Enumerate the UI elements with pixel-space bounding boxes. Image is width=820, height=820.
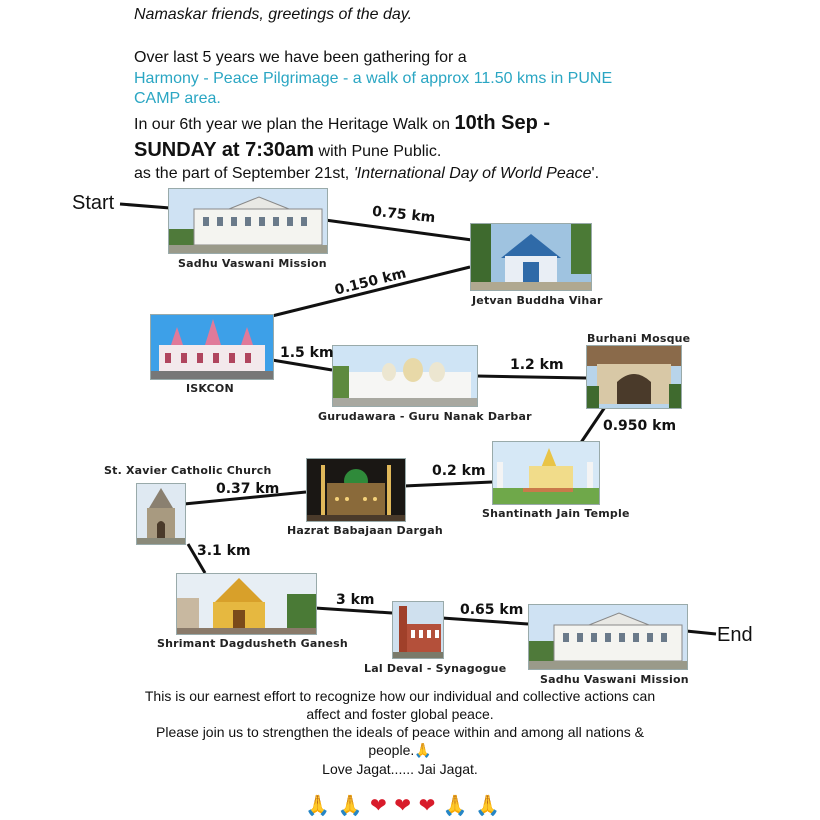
stop-photo-iskcon <box>150 314 274 380</box>
footer-line-3: Please join us to strengthen the ideals of peace within and among all nations & <box>156 724 644 740</box>
route-segment-5 <box>580 407 605 444</box>
stop-name: ISKCON <box>186 382 234 395</box>
intro-line-4-text: with Pune Public. <box>314 143 442 160</box>
distance-label: 3.1 km <box>197 543 251 559</box>
start-label: Start <box>72 192 115 214</box>
distance-label: 0.2 km <box>432 463 486 479</box>
intro-teal-line-1: Harmony - Peace Pilgrimage - a walk of approx 11.50 kms in PUNE <box>134 70 613 87</box>
stop-name: Shantinath Jain Temple <box>482 507 630 520</box>
stop-name: Sadhu Vaswani Mission <box>178 257 327 270</box>
folded-hands-icon: 🙏 <box>305 795 331 817</box>
stop-name: Lal Deval - Synagogue <box>364 662 507 675</box>
distance-label: 0.75 km <box>371 203 436 227</box>
route-segment-4 <box>476 376 586 378</box>
intro-line-1: Over last 5 years we have been gathering for a <box>134 49 467 66</box>
footer-line-5: Love Jagat...... Jai Jagat. <box>322 761 478 777</box>
footer-line-1: This is our earnest effort to recognize how our individual and collective actions can <box>144 688 656 704</box>
end-connector <box>686 631 716 634</box>
walk-date: 10th Sep - <box>454 112 551 134</box>
footer-line-4: people.🙏 <box>368 742 432 758</box>
stop-name: Gurudawara - Guru Nanak Darbar <box>318 410 532 423</box>
peace-day-name: 'International Day of World Peace <box>353 165 592 182</box>
route-segment-6 <box>404 482 492 486</box>
stop-name: Shrimant Dagdusheth Ganesh <box>157 637 348 650</box>
heart-icon: ❤ <box>369 795 388 817</box>
intro-line-5-end: '. <box>591 165 600 182</box>
route-segment-3 <box>272 360 332 370</box>
folded-hands-icon: 🙏 <box>475 795 502 817</box>
stop-photo-sadhu-vaswani-mission-end <box>528 604 688 670</box>
intro-line-3-text: In our 6th year we plan the Heritage Walk on <box>134 116 455 133</box>
heart-icon: ❤ <box>394 795 413 817</box>
footer-line-2: affect and foster global peace. <box>306 706 494 722</box>
emoji-row <box>305 793 501 818</box>
distance-label: 0.950 km <box>603 418 677 434</box>
end-label: End <box>717 624 753 646</box>
distance-label: 1.2 km <box>510 357 564 373</box>
stop-photo-jetvan-buddha-vihar <box>470 223 592 291</box>
greeting-text: Namaskar friends, greetings of the day. <box>134 6 413 23</box>
stop-name: Hazrat Babajaan Dargah <box>287 524 443 537</box>
intro-line-5-text: as the part of September 21st, <box>134 165 354 182</box>
distance-label: 0.65 km <box>460 602 524 618</box>
folded-hands-icon: 🙏 <box>337 795 364 817</box>
stop-photo-gurudawara <box>332 345 478 407</box>
route-segment-10 <box>442 618 528 624</box>
route-segment-9 <box>315 608 392 613</box>
distance-label: 3 km <box>336 592 375 608</box>
distance-label: 0.150 km <box>333 265 408 299</box>
stop-photo-shantinath-jain-temple <box>492 441 600 505</box>
distance-label: 1.5 km <box>280 345 334 361</box>
folded-hands-icon: 🙏 <box>442 795 469 817</box>
stop-photo-burhani-mosque <box>586 345 682 409</box>
stop-name: Sadhu Vaswani Mission <box>540 673 689 686</box>
route-segment-1 <box>325 220 472 240</box>
stop-photo-st-xavier-church <box>136 483 186 545</box>
distance-label: 0.37 km <box>216 481 280 497</box>
walk-day-time: SUNDAY at 7:30am <box>134 139 315 161</box>
intro-teal-line-2: CAMP area. <box>134 90 221 107</box>
stop-photo-dagdusheth-ganesh <box>176 573 317 635</box>
stop-photo-hazrat-babajaan-dargah <box>306 458 406 522</box>
stop-name: St. Xavier Catholic Church <box>104 464 272 477</box>
heart-icon: ❤ <box>418 795 437 817</box>
stop-photo-lal-deval-synagogue <box>392 601 444 659</box>
stop-name: Burhani Mosque <box>587 332 691 345</box>
start-connector <box>120 204 170 208</box>
stop-name: Jetvan Buddha Vihar <box>472 294 603 307</box>
stop-photo-sadhu-vaswani-mission <box>168 188 328 254</box>
